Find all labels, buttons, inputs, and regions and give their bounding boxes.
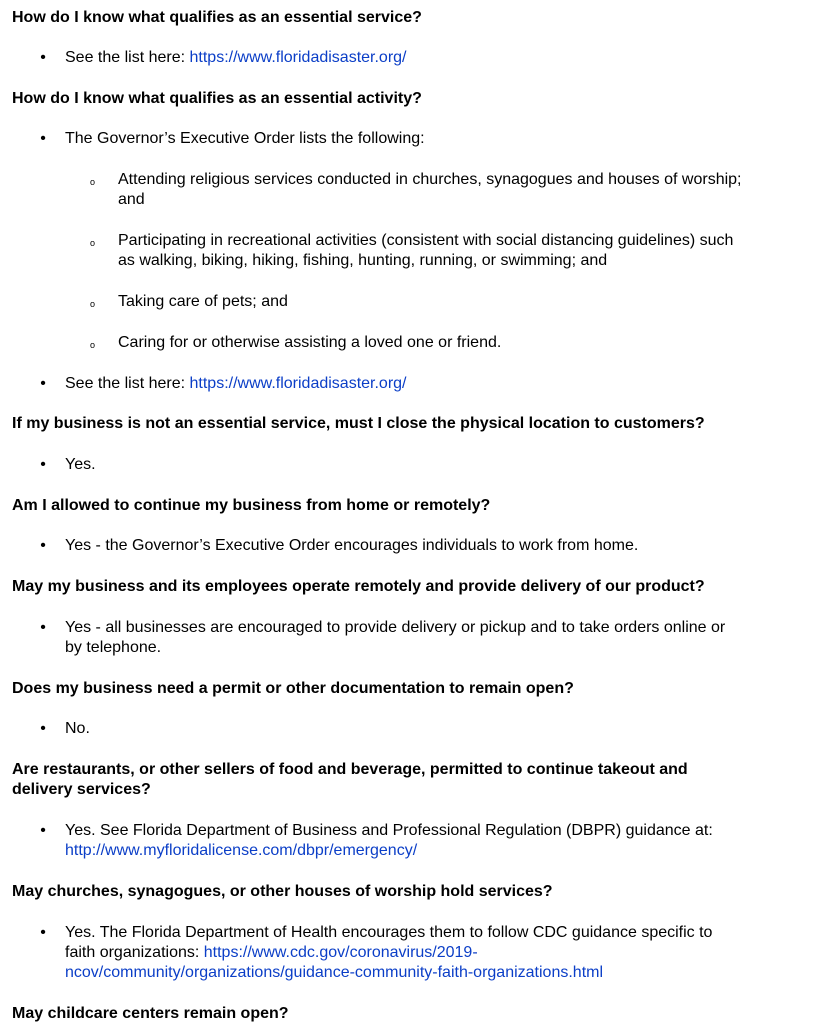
answer-text: See the list here: bbox=[65, 375, 190, 392]
answer-text: Yes. bbox=[65, 456, 96, 473]
sub-bullet-text: Attending religious services conducted in churches, synagogues and houses of worship; bbox=[118, 171, 742, 188]
answer-text: faith organizations: bbox=[65, 944, 204, 961]
faq-question-close-location: If my business is not an essential service, must I close the physical location to customers? bbox=[12, 415, 705, 432]
bullet-icon: • bbox=[40, 456, 46, 473]
bullet-icon: • bbox=[40, 822, 46, 839]
bullet-icon: • bbox=[40, 130, 46, 147]
answer-text: The Governor’s Executive Order lists the following: bbox=[65, 130, 425, 147]
bullet-icon: • bbox=[40, 619, 46, 636]
faq-question-essential-activity: How do I know what qualifies as an essential activity? bbox=[12, 90, 422, 107]
sub-bullet-text: and bbox=[118, 191, 145, 208]
sub-bullet-text: Taking care of pets; and bbox=[118, 293, 288, 310]
answer-text: See the list here: bbox=[65, 49, 190, 66]
circle-bullet-icon: o bbox=[90, 238, 96, 248]
cdc-link[interactable]: https://www.cdc.gov/coronavirus/2019- bbox=[203, 944, 478, 961]
bullet-icon: • bbox=[40, 375, 46, 392]
sub-bullet-text: Caring for or otherwise assisting a loved one or friend. bbox=[118, 334, 502, 351]
question-text: delivery services? bbox=[12, 781, 151, 798]
faq-question-essential-service: How do I know what qualifies as an essential service? bbox=[12, 9, 422, 26]
faq-question-restaurants bbox=[12, 760, 802, 800]
faq-question-childcare: May childcare centers remain open? bbox=[12, 1005, 289, 1022]
sub-bullet-text: as walking, biking, hiking, fishing, hunting, running, or swimming; and bbox=[118, 252, 608, 269]
bullet-icon: • bbox=[40, 720, 46, 737]
sub-bullet-text: Participating in recreational activities (consistent with social distancing guidelines) such bbox=[118, 232, 734, 249]
faq-question-houses-of-worship: May churches, synagogues, or other houses of worship hold services? bbox=[12, 883, 553, 900]
answer-text: Yes - all businesses are encouraged to provide delivery or pickup and to take orders online or bbox=[65, 619, 726, 636]
answer-text: Yes. The Florida Department of Health encourages them to follow CDC guidance specific to bbox=[65, 924, 713, 941]
floridadisaster-link[interactable]: https://www.floridadisaster.org/ bbox=[189, 375, 407, 392]
dbpr-link[interactable]: http://www.myfloridalicense.com/dbpr/emergency/ bbox=[65, 842, 418, 859]
faq-question-delivery: May my business and its employees operate remotely and provide delivery of our product? bbox=[12, 578, 705, 595]
question-text: Are restaurants, or other sellers of food and beverage, permitted to continue takeout and bbox=[12, 761, 688, 778]
circle-bullet-icon: o bbox=[90, 177, 96, 187]
faq-question-permit: Does my business need a permit or other documentation to remain open? bbox=[12, 680, 574, 697]
bullet-icon: • bbox=[40, 924, 46, 941]
answer-text: Yes. See Florida Department of Business and Professional Regulation (DBPR) guidance at: bbox=[65, 822, 713, 839]
floridadisaster-link[interactable]: https://www.floridadisaster.org/ bbox=[189, 49, 407, 66]
answer-text: Yes - the Governor’s Executive Order encourages individuals to work from home. bbox=[65, 537, 639, 554]
circle-bullet-icon: o bbox=[90, 340, 96, 350]
cdc-link-continued[interactable]: ncov/community/organizations/guidance-community-faith-organizations.html bbox=[65, 964, 604, 981]
faq-question-work-remotely: Am I allowed to continue my business from home or remotely? bbox=[12, 497, 491, 514]
answer-text: No. bbox=[65, 720, 90, 737]
bullet-icon: • bbox=[40, 49, 46, 66]
circle-bullet-icon: o bbox=[90, 299, 96, 309]
bullet-icon: • bbox=[40, 537, 46, 554]
answer-text: by telephone. bbox=[65, 639, 162, 656]
